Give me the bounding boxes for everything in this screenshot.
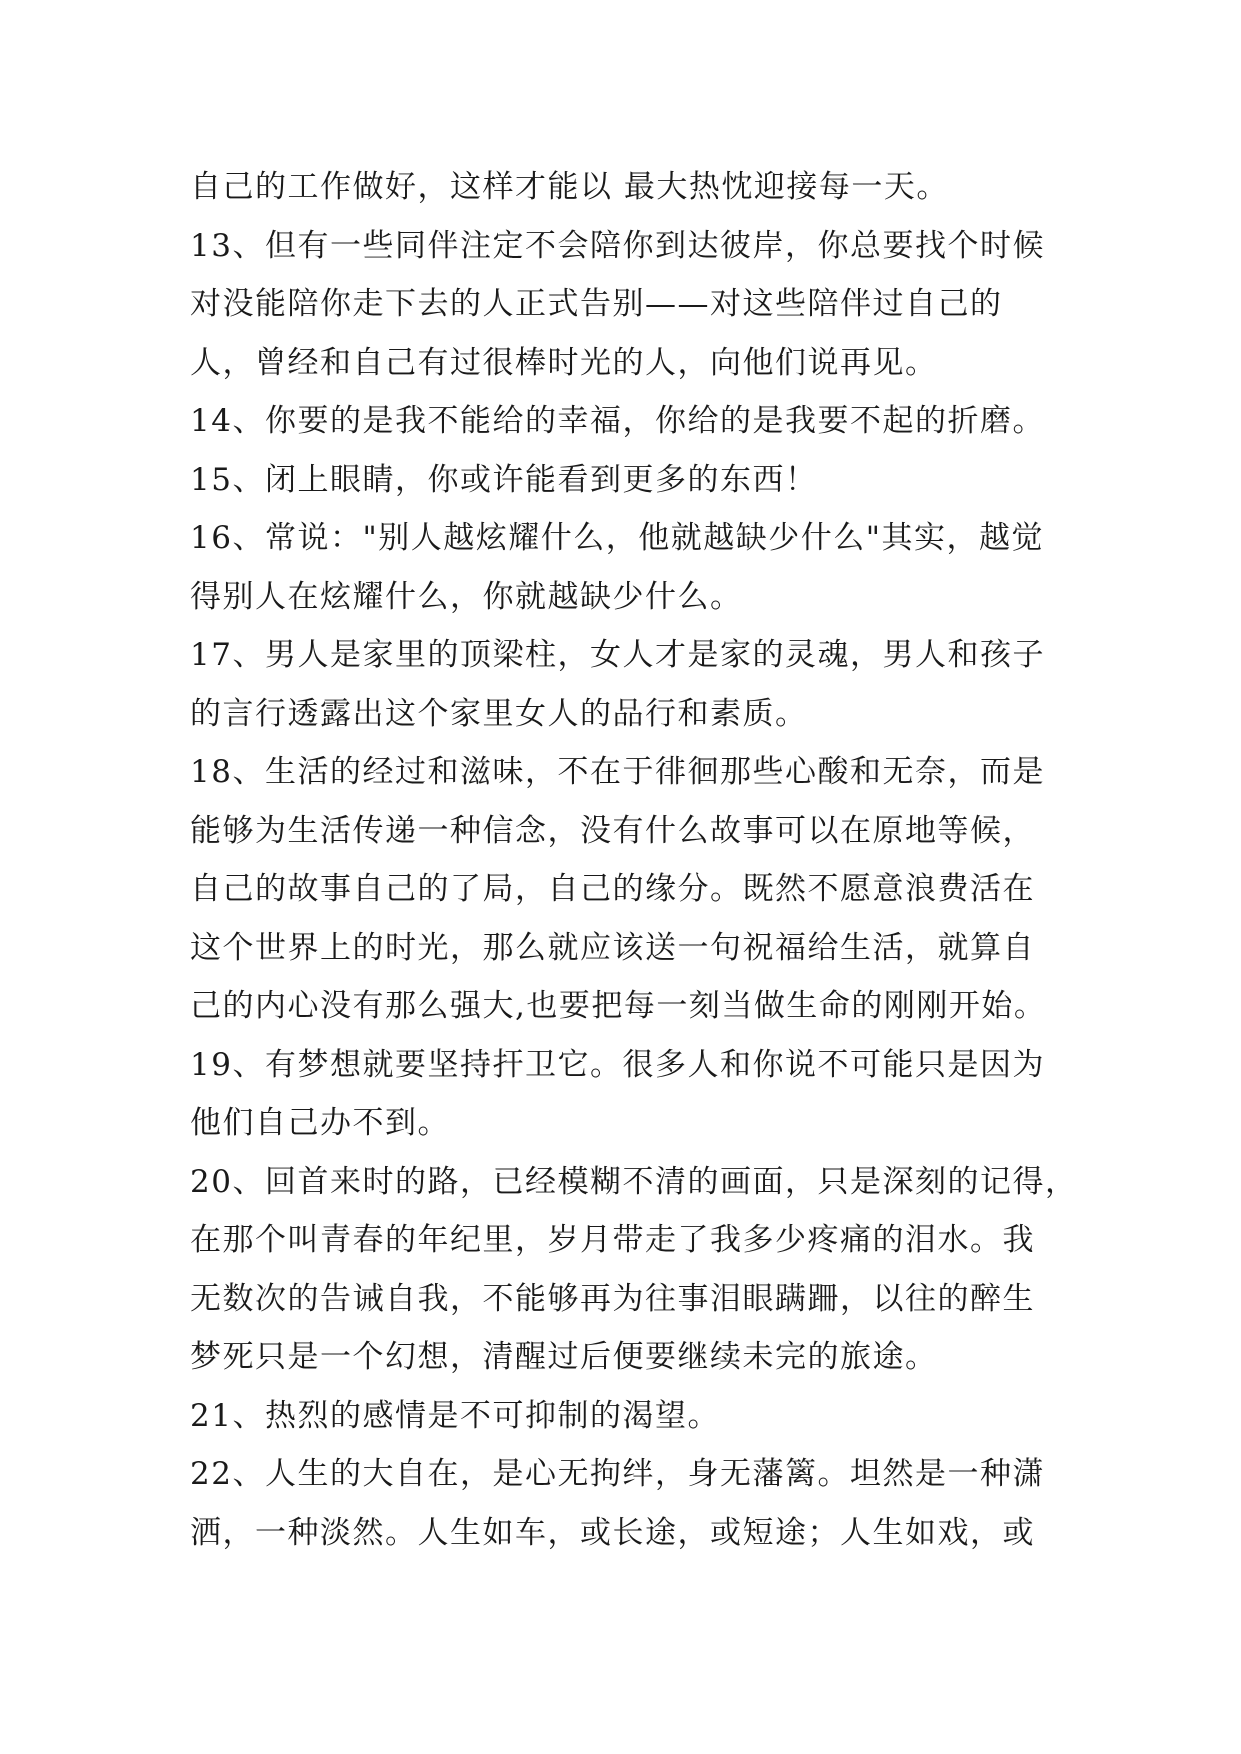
text-line: 19、有梦想就要坚持扞卫它。很多人和你说不可能只是因为: [190, 1046, 1045, 1083]
text-line: 16、常说："别人越炫耀什么，他就越缺少什么"其实，越觉: [190, 520, 1044, 556]
text-line: 17、男人是家里的顶梁柱，女人才是家的灵魂，男人和孩子: [190, 637, 1045, 673]
text-line: 在那个叫青春的年纪里，岁月带走了我多少疼痛的泪水。我: [190, 1222, 1035, 1258]
text-line: 无数次的告诫自我，不能够再为往事泪眼蹒跚，以往的醉生: [190, 1280, 1035, 1317]
text-line: 22、人生的大自在，是心无拘绊，身无藩篱。坦然是一种潇: [190, 1456, 1045, 1492]
text-line: 己的内心没有那么强大,也要把每一刻当做生命的刚刚开始。: [190, 988, 1047, 1024]
document-body: [190, 158, 1078, 1562]
text-line: 洒，一种淡然。人生如车，或长途，或短途；人生如戏，或: [190, 1514, 1035, 1551]
text-line: 21、热烈的感情是不可抑制的渴望。: [190, 1397, 720, 1434]
text-line: 13、但有一些同伴注定不会陪你到达彼岸，你总要找个时候: [190, 227, 1045, 264]
text-line: 对没能陪你走下去的人正式告别——对这些陪伴过自己的: [190, 286, 1003, 322]
text-line: 他们自己办不到。: [190, 1105, 450, 1141]
text-line: 18、生活的经过和滋味，不在于徘徊那些心酸和无奈，而是: [190, 754, 1045, 790]
text-line: 这个世界上的时光，那么就应该送一句祝福给生活，就算自: [190, 929, 1035, 966]
text-line: 的言行透露出这个家里女人的品行和素质。: [190, 695, 808, 732]
text-line: 20、回首来时的路，已经模糊不清的画面，只是深刻的记得，: [190, 1163, 1078, 1200]
text-line: 自己的故事自己的了局，自己的缘分。既然不愿意浪费活在: [190, 871, 1035, 907]
text-line: 14、你要的是我不能给的幸福，你给的是我要不起的折磨。: [190, 403, 1045, 439]
text-line: 得别人在炫耀什么，你就越缺少什么。: [190, 578, 743, 615]
text-line: 自己的工作做好，这样才能以 最大热忱迎接每一天。: [190, 169, 949, 205]
text-line: 15、闭上眼睛，你或许能看到更多的东西！: [190, 461, 818, 498]
text-line: 人，曾经和自己有过很棒时光的人，向他们说再见。: [190, 344, 938, 381]
text-line: 能够为生活传递一种信念，没有什么故事可以在原地等候，: [190, 812, 1035, 849]
text-line: 梦死只是一个幻想，清醒过后便要继续未完的旅途。: [190, 1339, 938, 1375]
